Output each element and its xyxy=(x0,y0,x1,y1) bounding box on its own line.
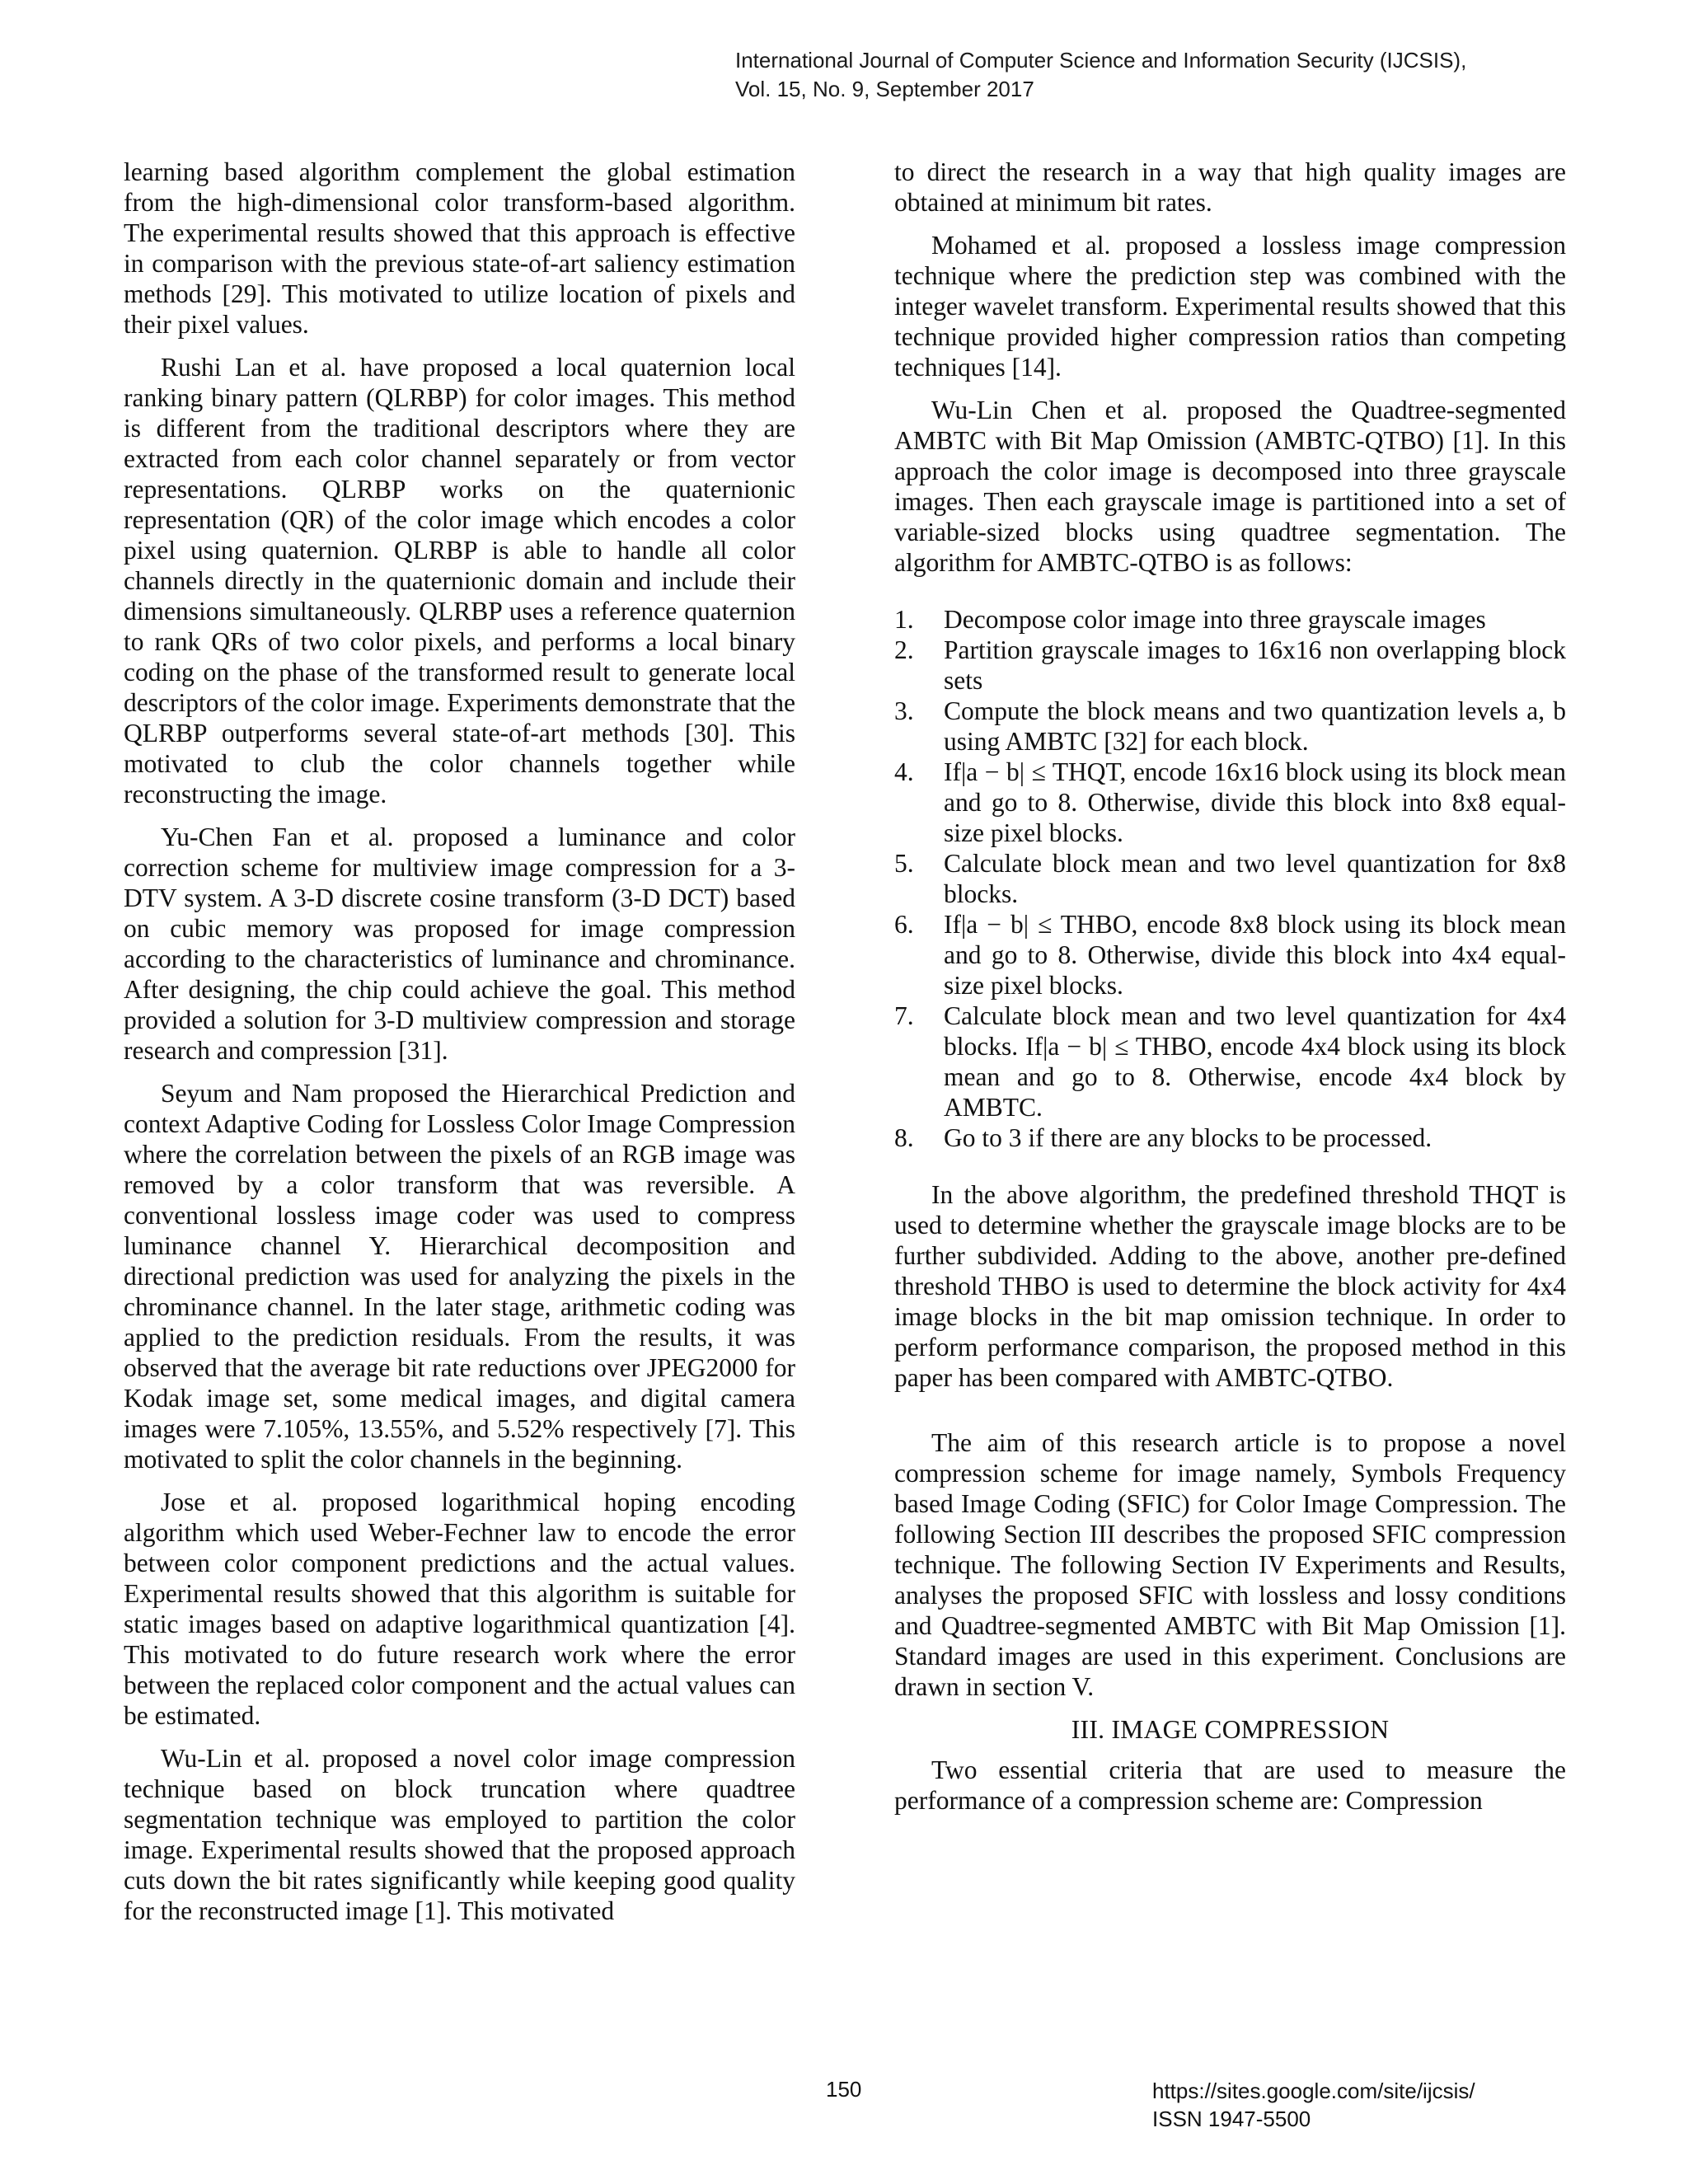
journal-header xyxy=(735,46,1466,104)
journal-url: https://sites.google.com/site/ijcsis/ xyxy=(1152,2079,1475,2103)
journal-title-line: International Journal of Computer Science and Information Security (IJCSIS), xyxy=(735,48,1467,73)
algorithm-step xyxy=(894,1001,1566,1122)
step-number: 4. xyxy=(894,757,914,786)
paragraph: Rushi Lan et al. have proposed a local quaternion local ranking binary pattern (QLRBP) for color images. This method is different from the traditional descriptors where they are extracted from each color channel separately or from vector representations. QLRBP works on the quaternionic representation (QR) of the color image which encodes a color pixel using quaternion. QLRBP is able to handle all color channels directly in the quaternionic domain and include their dimensions simultaneously. QLRBP uses a reference quaternion to rank QRs of two color pixels, and performs a local binary coding on the phase of the transformed result to generate local descriptors of the color image. Experiments demonstrate that the QLRBP outperforms several state-of-art methods [30]. This motivated to club the color channels together while reconstructing the image. xyxy=(124,353,795,808)
paragraph: Jose et al. proposed logarithmical hoping encoding algorithm which used Weber-Fechner law to encode the error between color component predictions and the actual values. Experimental results showed that this algorithm is suitable for static images based on adaptive logarithmical quantization [4]. This motivated to do future research work where the error between the replaced color component and the actual values can be estimated. xyxy=(124,1488,795,1730)
step-number: 2. xyxy=(894,635,914,664)
step-number: 1. xyxy=(894,605,914,634)
paragraph: Seyum and Nam proposed the Hierarchical Prediction and context Adaptive Coding for Lossless Color Image Compression where the correlation between the pixels of an RGB image was removed by a color transform that was reversible. A conventional lossless image coder was used to compress luminance channel Y. Hierarchical decomposition and directional prediction was used for analyzing the pixels in the chrominance channel. In the later stage, arithmetic coding was applied to the prediction residuals. From the results, it was observed that the average bit rate reductions over JPEG2000 for Kodak image set, some medical images, and digital camera images were 7.105%, 13.55%, and 5.52% respectively [7]. This motivated to split the color channels in the beginning. xyxy=(124,1079,795,1474)
paragraph: Wu-Lin et al. proposed a novel color image compression technique based on block truncation where quadtree segmentation technique was employed to partition the color image. Experimental results showed that the proposed approach cuts down the bit rates significantly while keeping good quality for the reconstructed image [1]. This motivated xyxy=(124,1744,795,1925)
paragraph: Wu-Lin Chen et al. proposed the Quadtree-segmented AMBTC with Bit Map Omission (AMBTC-QTBO) [1]. In this approach the color image is decomposed into three grayscale images. Then each grayscale image is partitioned into a set of variable-sized blocks using quadtree segmentation. The algorithm for AMBTC-QTBO is as follows: xyxy=(894,396,1566,577)
step-text: Calculate block mean and two level quantization for 8x8 blocks. xyxy=(944,849,1566,908)
paragraph: Mohamed et al. proposed a lossless image compression technique where the prediction step was combined with the integer wavelet transform. Experimental results showed that this technique provided higher compression ratios than competing techniques [14]. xyxy=(894,231,1566,382)
paragraph: learning based algorithm complement the global estimation from the high-dimensional color transform-based algorithm. The experimental results showed that this approach is effective in comparison with the previous state-of-art saliency estimation methods [29]. This motivated to utilize location of pixels and their pixel values. xyxy=(124,157,795,339)
algorithm-step xyxy=(894,696,1566,757)
step-number: 8. xyxy=(894,1123,914,1152)
algorithm-step xyxy=(894,1122,1566,1153)
algorithm-step xyxy=(894,848,1566,909)
step-text: Partition grayscale images to 16x16 non overlapping block sets xyxy=(944,635,1566,695)
step-text: Decompose color image into three grayscale images xyxy=(944,605,1486,634)
step-text: Compute the block means and two quantization levels a, b using AMBTC [32] for each block. xyxy=(944,696,1566,756)
paragraph: In the above algorithm, the predefined threshold THQT is used to determine whether the grayscale image blocks are to be further subdivided. Adding to the above, another pre-defined threshold THBO is used to determine the block activity for 4x4 image blocks in the bit map omission technique. In order to perform performance comparison, the proposed method in this paper has been compared with AMBTC-QTBO. xyxy=(894,1180,1566,1392)
step-text: If|a − b| ≤ THBO, encode 8x8 block using its block mean and go to 8. Otherwise, divide this block into 4x4 equal-size pixel blocks. xyxy=(944,910,1566,1000)
algorithm-step xyxy=(894,757,1566,848)
paragraph: Two essential criteria that are used to measure the performance of a compression scheme are: Compression xyxy=(894,1755,1566,1815)
step-number: 5. xyxy=(894,849,914,878)
algorithm-step xyxy=(894,604,1566,635)
paragraph: The aim of this research article is to propose a novel compression scheme for image namely, Symbols Frequency based Image Coding (SFIC) for Color Image Compression. The following Section III describes the proposed SFIC compression technique. The following Section IV Experiments and Results, analyses the proposed SFIC with lossless and lossy conditions and Quadtree-segmented AMBTC with Bit Map Omission [1]. Standard images are used in this experiment. Conclusions are drawn in section V. xyxy=(894,1428,1566,1701)
page-number: 150 xyxy=(826,2077,862,2102)
algorithm-steps-list xyxy=(894,604,1566,1153)
step-number: 6. xyxy=(894,910,914,939)
section-heading: III. IMAGE COMPRESSION xyxy=(1071,1715,1390,1744)
paragraph: to direct the research in a way that high quality images are obtained at minimum bit rates. xyxy=(894,157,1566,217)
step-text: Go to 3 if there are any blocks to be processed. xyxy=(944,1123,1432,1152)
right-column xyxy=(894,157,1566,1828)
step-number: 3. xyxy=(894,696,914,725)
step-text: Calculate block mean and two level quantization for 4x4 blocks. If|a − b| ≤ THBO, encode 4x4 block using its block mean and go to 8. Otherwise, encode 4x4 block by AMBTC. xyxy=(944,1001,1566,1122)
paragraph: Yu-Chen Fan et al. proposed a luminance and color correction scheme for multiview image compression for a 3-DTV system. A 3-D discrete cosine transform (3-D DCT) based on cubic memory was proposed for image compression according to the characteristics of luminance and chrominance. After designing, the chip could achieve the goal. This method provided a solution for 3-D multiview compression and storage research and compression [31]. xyxy=(124,823,795,1065)
algorithm-step xyxy=(894,909,1566,1001)
step-text: If|a − b| ≤ THQT, encode 16x16 block using its block mean and go to 8. Otherwise, divide this block into 8x8 equal-size pixel blocks. xyxy=(944,757,1566,847)
left-column xyxy=(124,157,795,1938)
step-number: 7. xyxy=(894,1001,914,1030)
footer-info xyxy=(1152,2077,1475,2133)
journal-volume-line: Vol. 15, No. 9, September 2017 xyxy=(735,77,1034,101)
algorithm-step xyxy=(894,635,1566,696)
issn: ISSN 1947-5500 xyxy=(1152,2107,1311,2131)
